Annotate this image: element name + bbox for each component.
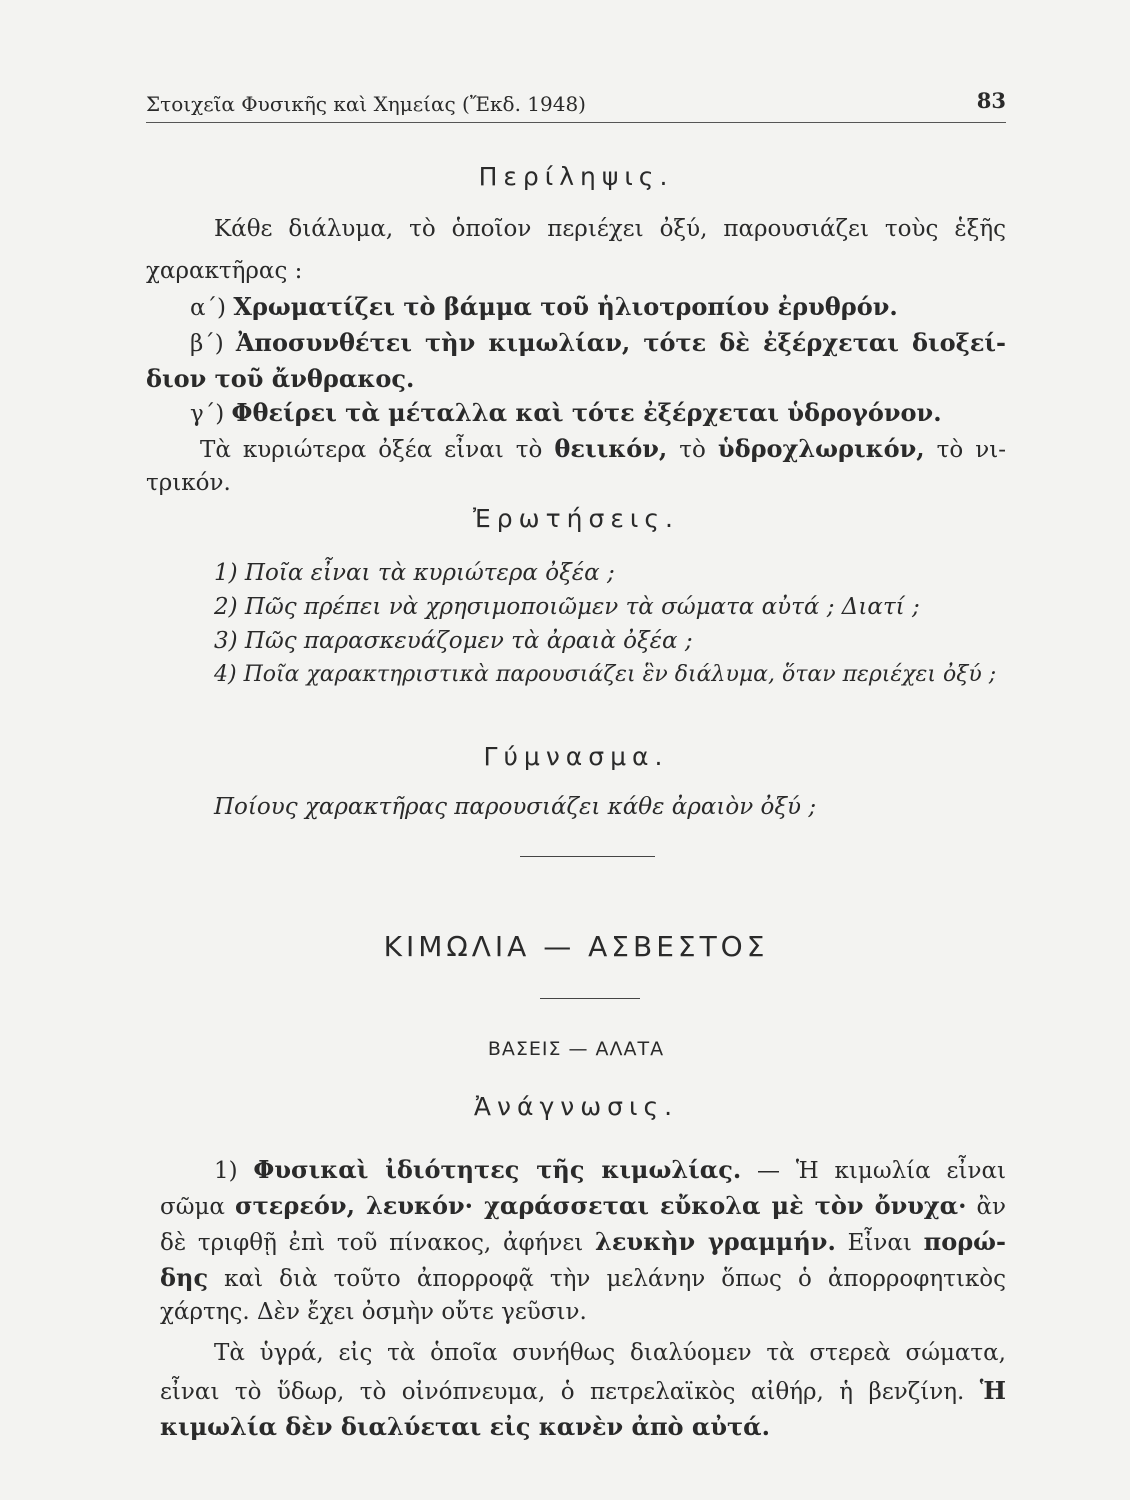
chapter-divider bbox=[540, 998, 640, 999]
summary-item-c bbox=[190, 398, 942, 427]
item-c-text: Φθείρει τὰ μέταλλα καὶ τότε ἐξέρχεται ὑδρογόνον. bbox=[231, 398, 942, 427]
p1-l3-a: δὲ τριφθῇ ἐπὶ τοῦ πίνακος, ἀφήνει bbox=[160, 1230, 584, 1256]
p1-l3-b: λευκὴν γραμμήν. bbox=[595, 1227, 836, 1256]
p1-l2-b: στερεόν, λευκόν· χαράσσεται εὔκολα μὲ τὸν ὄνυχα· bbox=[234, 1191, 967, 1220]
item-b-label: β΄) bbox=[190, 331, 224, 357]
p1-title: Φυσικαὶ ἰδιότητες τῆς κιμωλίας. bbox=[253, 1155, 742, 1184]
reading-heading: Ἀνάγνωσις. bbox=[473, 1092, 679, 1121]
item-c-label: γ΄) bbox=[190, 401, 225, 427]
acids-sulfuric: θειικόν, bbox=[554, 434, 668, 463]
item-a-label: α΄) bbox=[190, 295, 227, 321]
p2-l2-b: Ἡ bbox=[979, 1376, 1007, 1405]
p1-l3-d: πορώ- bbox=[923, 1227, 1006, 1256]
summary-acids-line2: τρικόν. bbox=[146, 470, 231, 496]
item-b-text1: Ἀποσυνθέτει τὴν κιμωλίαν, τότε δὲ ἐξέρχεται διοξεί- bbox=[235, 328, 1006, 357]
acids-end: τὸ νι- bbox=[936, 437, 1007, 463]
p2-l2-a: εἶναι τὸ ὕδωρ, τὸ οἰνόπνευμα, ὁ πετρελαϊκὸς αἰθήρ, ἡ βενζίνη. bbox=[160, 1379, 965, 1405]
summary-acids-line1 bbox=[200, 434, 1006, 463]
p1-rest: — Ἡ κιμωλία εἶναι bbox=[757, 1158, 1006, 1184]
chapter-subtitle: ΒΑΣΕΙΣ — ΑΛΑΤΑ bbox=[487, 1038, 665, 1060]
acids-hydrochloric: ὑδροχλωρικόν, bbox=[717, 434, 925, 463]
acids-mid: τὸ bbox=[679, 437, 706, 463]
acids-prefix: Τὰ κυριώτερα ὀξέα εἶναι τὸ bbox=[200, 437, 543, 463]
page-number: 83 bbox=[976, 88, 1006, 113]
p1-l4-b: καὶ διὰ τοῦτο ἀπορροφᾷ τὴν μελάνην ὅπως ὁ ἀπορροφητικὸς bbox=[224, 1266, 1006, 1292]
item-a-text: Χρωματίζει τὸ βάμμα τοῦ ἡλιοτροπίου ἐρυθρόν. bbox=[233, 292, 898, 321]
section-divider bbox=[520, 856, 655, 857]
p1-l3-c: Εἶναι bbox=[847, 1230, 912, 1256]
p1-number: 1) bbox=[214, 1158, 238, 1184]
summary-intro-line2: χαρακτῆρας : bbox=[146, 258, 303, 284]
summary-item-b-line2: διον τοῦ ἄνθρακος. bbox=[146, 364, 415, 393]
questions-heading: Ἐρωτήσεις. bbox=[473, 504, 679, 533]
reading-p1-line2 bbox=[160, 1191, 1006, 1220]
summary-item-a bbox=[190, 292, 898, 321]
reading-p2-line3: κιμωλία δὲν διαλύεται εἰς κανὲν ἀπὸ αὐτά. bbox=[160, 1412, 771, 1441]
header-rule bbox=[146, 122, 1006, 123]
chapter-title: ΚΙΜΩΛΙΑ — ΑΣΒΕΣΤΟΣ bbox=[383, 930, 769, 963]
reading-p1-line3 bbox=[160, 1227, 1006, 1256]
question-item: 4) Ποῖα χαρακτηριστικὰ παρουσιάζει ἓν διάλυμα, ὅταν περιέχει ὀξύ ; bbox=[214, 662, 997, 687]
p1-l4-a: δης bbox=[160, 1263, 209, 1292]
question-item: 2) Πῶς πρέπει νὰ χρησιμοποιῶμεν τὰ σώματα αὐτά ; Διατί ; bbox=[214, 594, 920, 620]
question-item: 3) Πῶς παρασκευάζομεν τὰ ἀραιὰ ὀξέα ; bbox=[214, 628, 693, 654]
p1-l2-a: σῶμα bbox=[160, 1194, 225, 1220]
reading-p2-line2 bbox=[160, 1376, 1006, 1405]
reading-p1-line1 bbox=[214, 1155, 1006, 1184]
exercise-heading: Γύμνασμα. bbox=[483, 742, 669, 771]
exercise-text: Ποίους χαρακτῆρας παρουσιάζει κάθε ἀραιὸν ὀξύ ; bbox=[214, 794, 817, 820]
summary-intro-line1: Κάθε διάλυμα, τὸ ὁποῖον περιέχει ὀξύ, παρουσιάζει τοὺς ἑξῆς bbox=[214, 216, 1006, 242]
summary-heading: Περίληψις. bbox=[478, 162, 674, 191]
reading-p1-line4 bbox=[160, 1263, 1006, 1292]
running-title: Στοιχεῖα Φυσικῆς καὶ Χημείας (Ἔκδ. 1948) bbox=[146, 92, 586, 116]
page-header bbox=[146, 88, 1006, 120]
summary-item-b-line1 bbox=[190, 328, 1006, 357]
reading-p2-line1: Τὰ ὑγρά, εἰς τὰ ὁποῖα συνήθως διαλύομεν τὰ στερεὰ σώματα, bbox=[214, 1340, 1006, 1366]
question-item: 1) Ποῖα εἶναι τὰ κυριώτερα ὀξέα ; bbox=[214, 560, 615, 586]
reading-p1-line5: χάρτης. Δὲν ἔχει ὀσμὴν οὔτε γεῦσιν. bbox=[160, 1299, 587, 1325]
p1-l2-c: ἂν bbox=[976, 1194, 1007, 1220]
